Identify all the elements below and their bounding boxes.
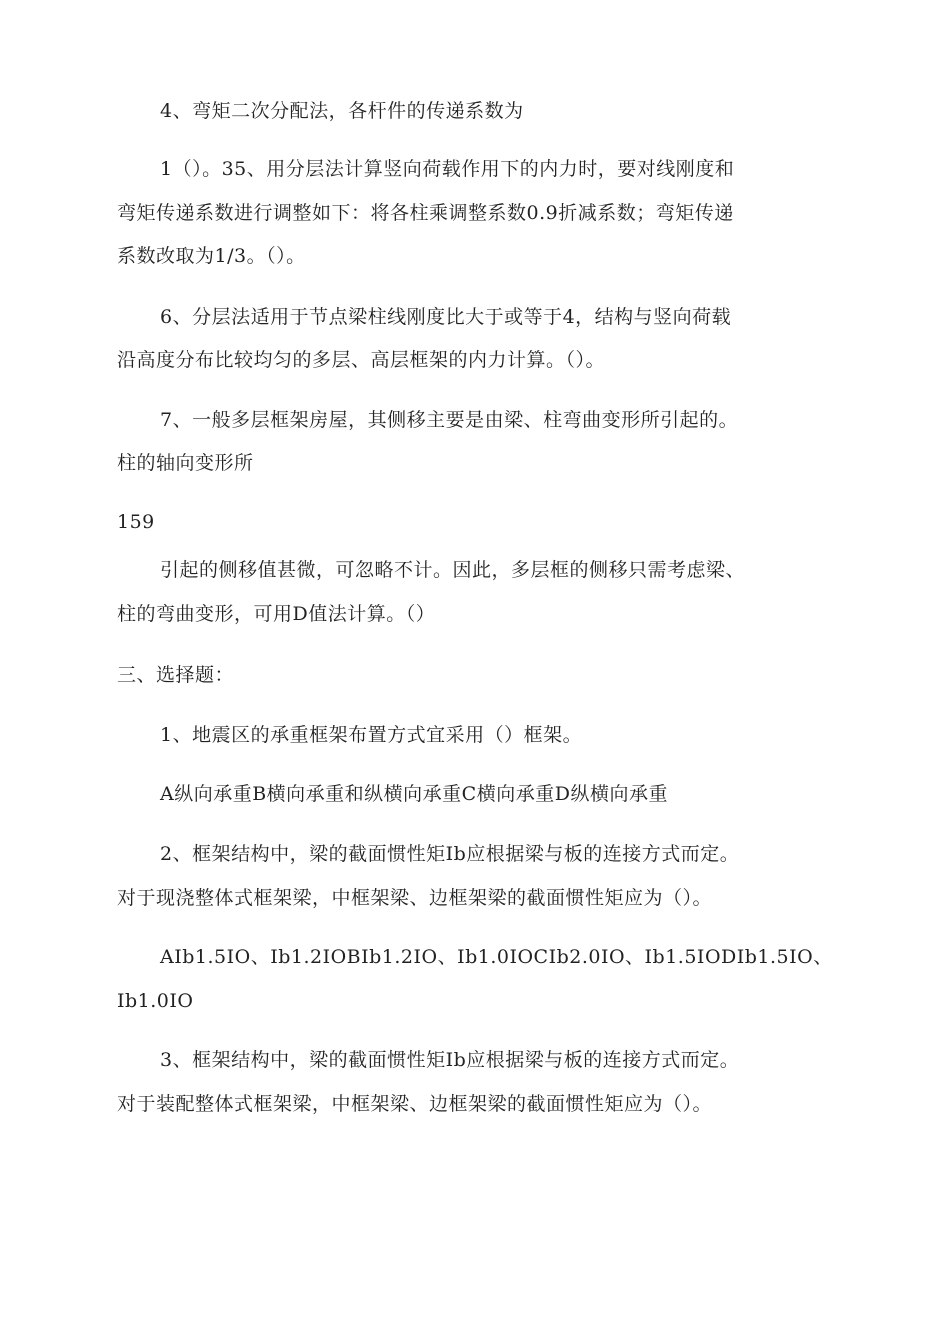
options-line: A纵向承重B横向承重和纵横向承重C横向承重D纵横向承重 bbox=[160, 783, 668, 805]
question-line: 对于装配整体式框架梁，中框架梁、边框架梁的截面惯性矩应为（）。 bbox=[117, 1093, 713, 1115]
text-line: 系数改取为1/3。（）。 bbox=[117, 245, 306, 267]
text-line: 弯矩传递系数进行调整如下：将各柱乘调整系数0.9折减系数；弯矩传递 bbox=[117, 202, 734, 224]
question-line: 1、地震区的承重框架布置方式宜采用（）框架。 bbox=[160, 724, 583, 746]
text-line: 柱的轴向变形所 bbox=[117, 452, 254, 474]
text-line: 柱的弯曲变形，可用D值法计算。（） bbox=[117, 603, 436, 625]
question-line: 2、框架结构中，梁的截面惯性矩Ib应根据梁与板的连接方式而定。 bbox=[160, 843, 740, 865]
text-line: 沿高度分布比较均匀的多层、高层框架的内力计算。（）。 bbox=[117, 349, 606, 371]
text-line: 7、一般多层框架房屋，其侧移主要是由梁、柱弯曲变形所引起的。 bbox=[160, 409, 739, 431]
question-line: 3、框架结构中，梁的截面惯性矩Ib应根据梁与板的连接方式而定。 bbox=[160, 1049, 740, 1071]
options-line: Ib1.0IO bbox=[117, 990, 194, 1012]
text-line: 1（）。35、用分层法计算竖向荷载作用下的内力时，要对线刚度和 bbox=[160, 158, 735, 180]
section-heading: 三、选择题： bbox=[117, 664, 235, 686]
text-line: 引起的侧移值甚微，可忽略不计。因此，多层框的侧移只需考虑梁、 bbox=[160, 559, 746, 581]
page-number: 159 bbox=[117, 511, 155, 533]
text-line: 6、分层法适用于节点梁柱线刚度比大于或等于4，结构与竖向荷载 bbox=[160, 306, 732, 328]
text-line: 4、弯矩二次分配法，各杆件的传递系数为 bbox=[160, 100, 524, 122]
options-line: AIb1.5IO、Ib1.2IOBIb1.2IO、Ib1.0IOCIb2.0IO、Ib1.5IODIb1.5IO、 bbox=[160, 946, 833, 968]
question-line: 对于现浇整体式框架梁，中框架梁、边框架梁的截面惯性矩应为（）。 bbox=[117, 887, 713, 909]
